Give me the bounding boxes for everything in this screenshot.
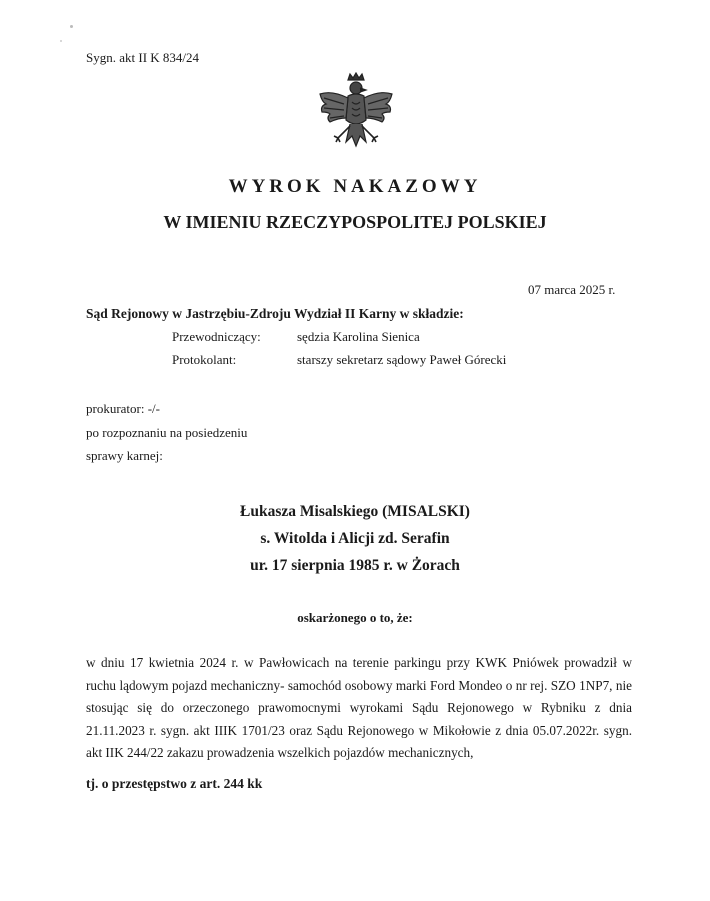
prosecutor-line: prokurator: -/- — [86, 401, 161, 416]
presiding-value: sędzia Karolina Sienica — [297, 329, 420, 344]
defendant-parents: s. Witolda i Alicji zd. Serafin — [260, 530, 450, 547]
clerk-value: starszy sekretarz sądowy Paweł Górecki — [297, 352, 507, 367]
case-number: Sygn. akt II K 834/24 — [86, 50, 200, 65]
polish-eagle-emblem-icon — [312, 72, 400, 162]
document-title: WYROK NAKAZOWY — [228, 176, 482, 197]
defendant-name: Łukasza Misalskiego (MISALSKI) — [240, 503, 470, 520]
clerk-label: Protokolant: — [172, 352, 237, 367]
case-type-line: sprawy karnej: — [86, 448, 163, 463]
proceedings-line: po rozpoznaniu na posiedzeniu — [86, 425, 248, 440]
scan-speck — [60, 40, 62, 42]
court-name: Sąd Rejonowy w Jastrzębiu-Zdroju Wydział II Karny w składzie: — [86, 306, 464, 321]
charge-text — [86, 652, 632, 765]
document-subtitle: W IMIENIU RZECZYPOSPOLITEJ POLSKIEJ — [163, 212, 547, 232]
defendant-birth: ur. 17 sierpnia 1985 r. w Żorach — [250, 557, 460, 574]
charge-paragraph: w dniu 17 kwietnia 2024 r. w Pawłowicach na terenie parkingu przy KWK Pniówek prowadził w ruchu lądowym pojazd mechaniczny- samochód osobowy marki Ford Mondeo o nr rej. SZO 1NP7, nie stosując się do orzeczonego prawomocnymi wyrokami Sądu Rejonowego w Rybniku z dnia 21.11.2023 r. sygn. akt IIIK 1701/23 oraz Sądu Rejonowego w Mikołowie z dnia 05.07.2022r. sygn. akt IIK 244/22 zakazu prowadzenia wszelkich pojazdów mechanicznych, — [86, 655, 632, 760]
presiding-label: Przewodniczący: — [172, 329, 261, 344]
scan-speck — [70, 25, 73, 28]
judgment-date: 07 marca 2025 r. — [528, 282, 616, 297]
offence-line: tj. o przestępstwo z art. 244 kk — [86, 776, 263, 791]
charge-heading: oskarżonego o to, że: — [297, 610, 413, 625]
